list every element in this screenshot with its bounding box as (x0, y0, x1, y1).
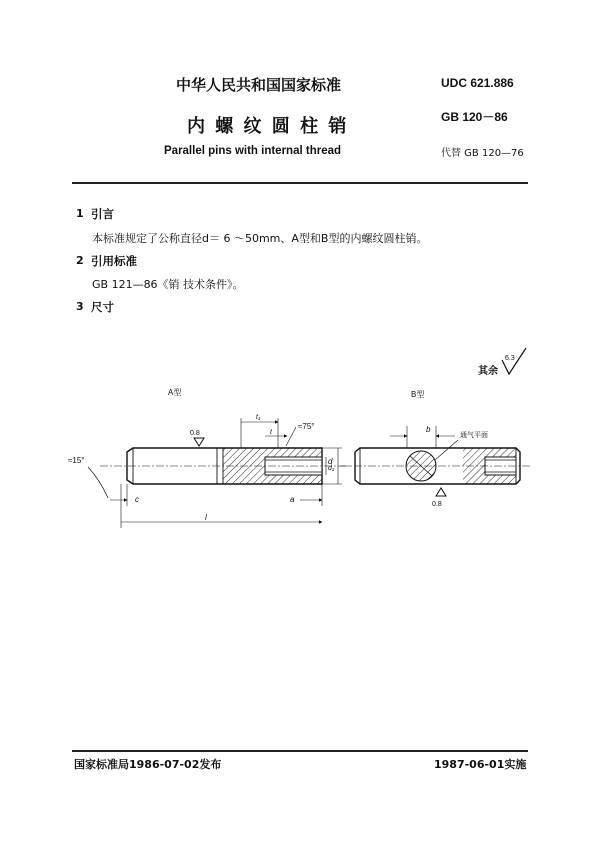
issue-date: 国家标准局1986-07-02发布 (74, 758, 222, 771)
section-1-title: 引言 (91, 207, 114, 221)
section-2-title: 引用标准 (91, 254, 137, 268)
footer-rule (72, 750, 528, 752)
roughness-value: 6.3 (505, 355, 515, 362)
effective-date: 1987-06-01实施 (434, 758, 527, 771)
surface-b: 0.8 (432, 501, 442, 508)
dim-t: t (270, 429, 272, 436)
section-2-number: 2 (76, 254, 84, 267)
section-2-body: GB 121—86《销 技术条件》。 (92, 278, 244, 291)
dim-c: c (135, 495, 139, 504)
section-3-number: 3 (76, 300, 84, 313)
replaces-note: 代替 GB 120—76 (441, 148, 524, 159)
dim-l: l (205, 513, 207, 522)
dim-d: d (328, 457, 333, 466)
type-b-pin (340, 425, 530, 508)
roughness-label: 其余 (478, 366, 498, 377)
standard-title: 中华人民共和国国家标准 (176, 76, 342, 94)
type-a-label: A型 (168, 388, 182, 397)
angle-chamfer: ≈15° (68, 456, 85, 465)
section-1-body: 本标准规定了公称直径d＝ 6 ～50mm、A型和B型的内螺纹圆柱销。 (92, 232, 428, 245)
angle-thread: ≈75° (298, 422, 315, 431)
dim-t1: t₁ (256, 414, 261, 421)
type-a-pin (68, 414, 350, 528)
roughness-symbol (500, 346, 530, 378)
type-b-label: B型 (411, 390, 425, 399)
dim-a: a (290, 495, 295, 504)
vent-label: 通气平面 (460, 432, 488, 439)
section-1-number: 1 (76, 207, 84, 220)
technical-drawing (60, 380, 540, 540)
surface-a: 0.8 (190, 430, 200, 437)
dim-d1: d₁ (328, 465, 335, 472)
udc-code: UDC 621.886 (441, 76, 514, 90)
page-title: 内 螺 纹 圆 柱 销 (187, 116, 349, 137)
gb-number: GB 120－86 (441, 110, 508, 124)
english-title: Parallel pins with internal thread (164, 145, 342, 157)
header-rule (72, 182, 528, 184)
section-3-title: 尺寸 (91, 300, 114, 314)
dim-b: b (426, 425, 431, 434)
